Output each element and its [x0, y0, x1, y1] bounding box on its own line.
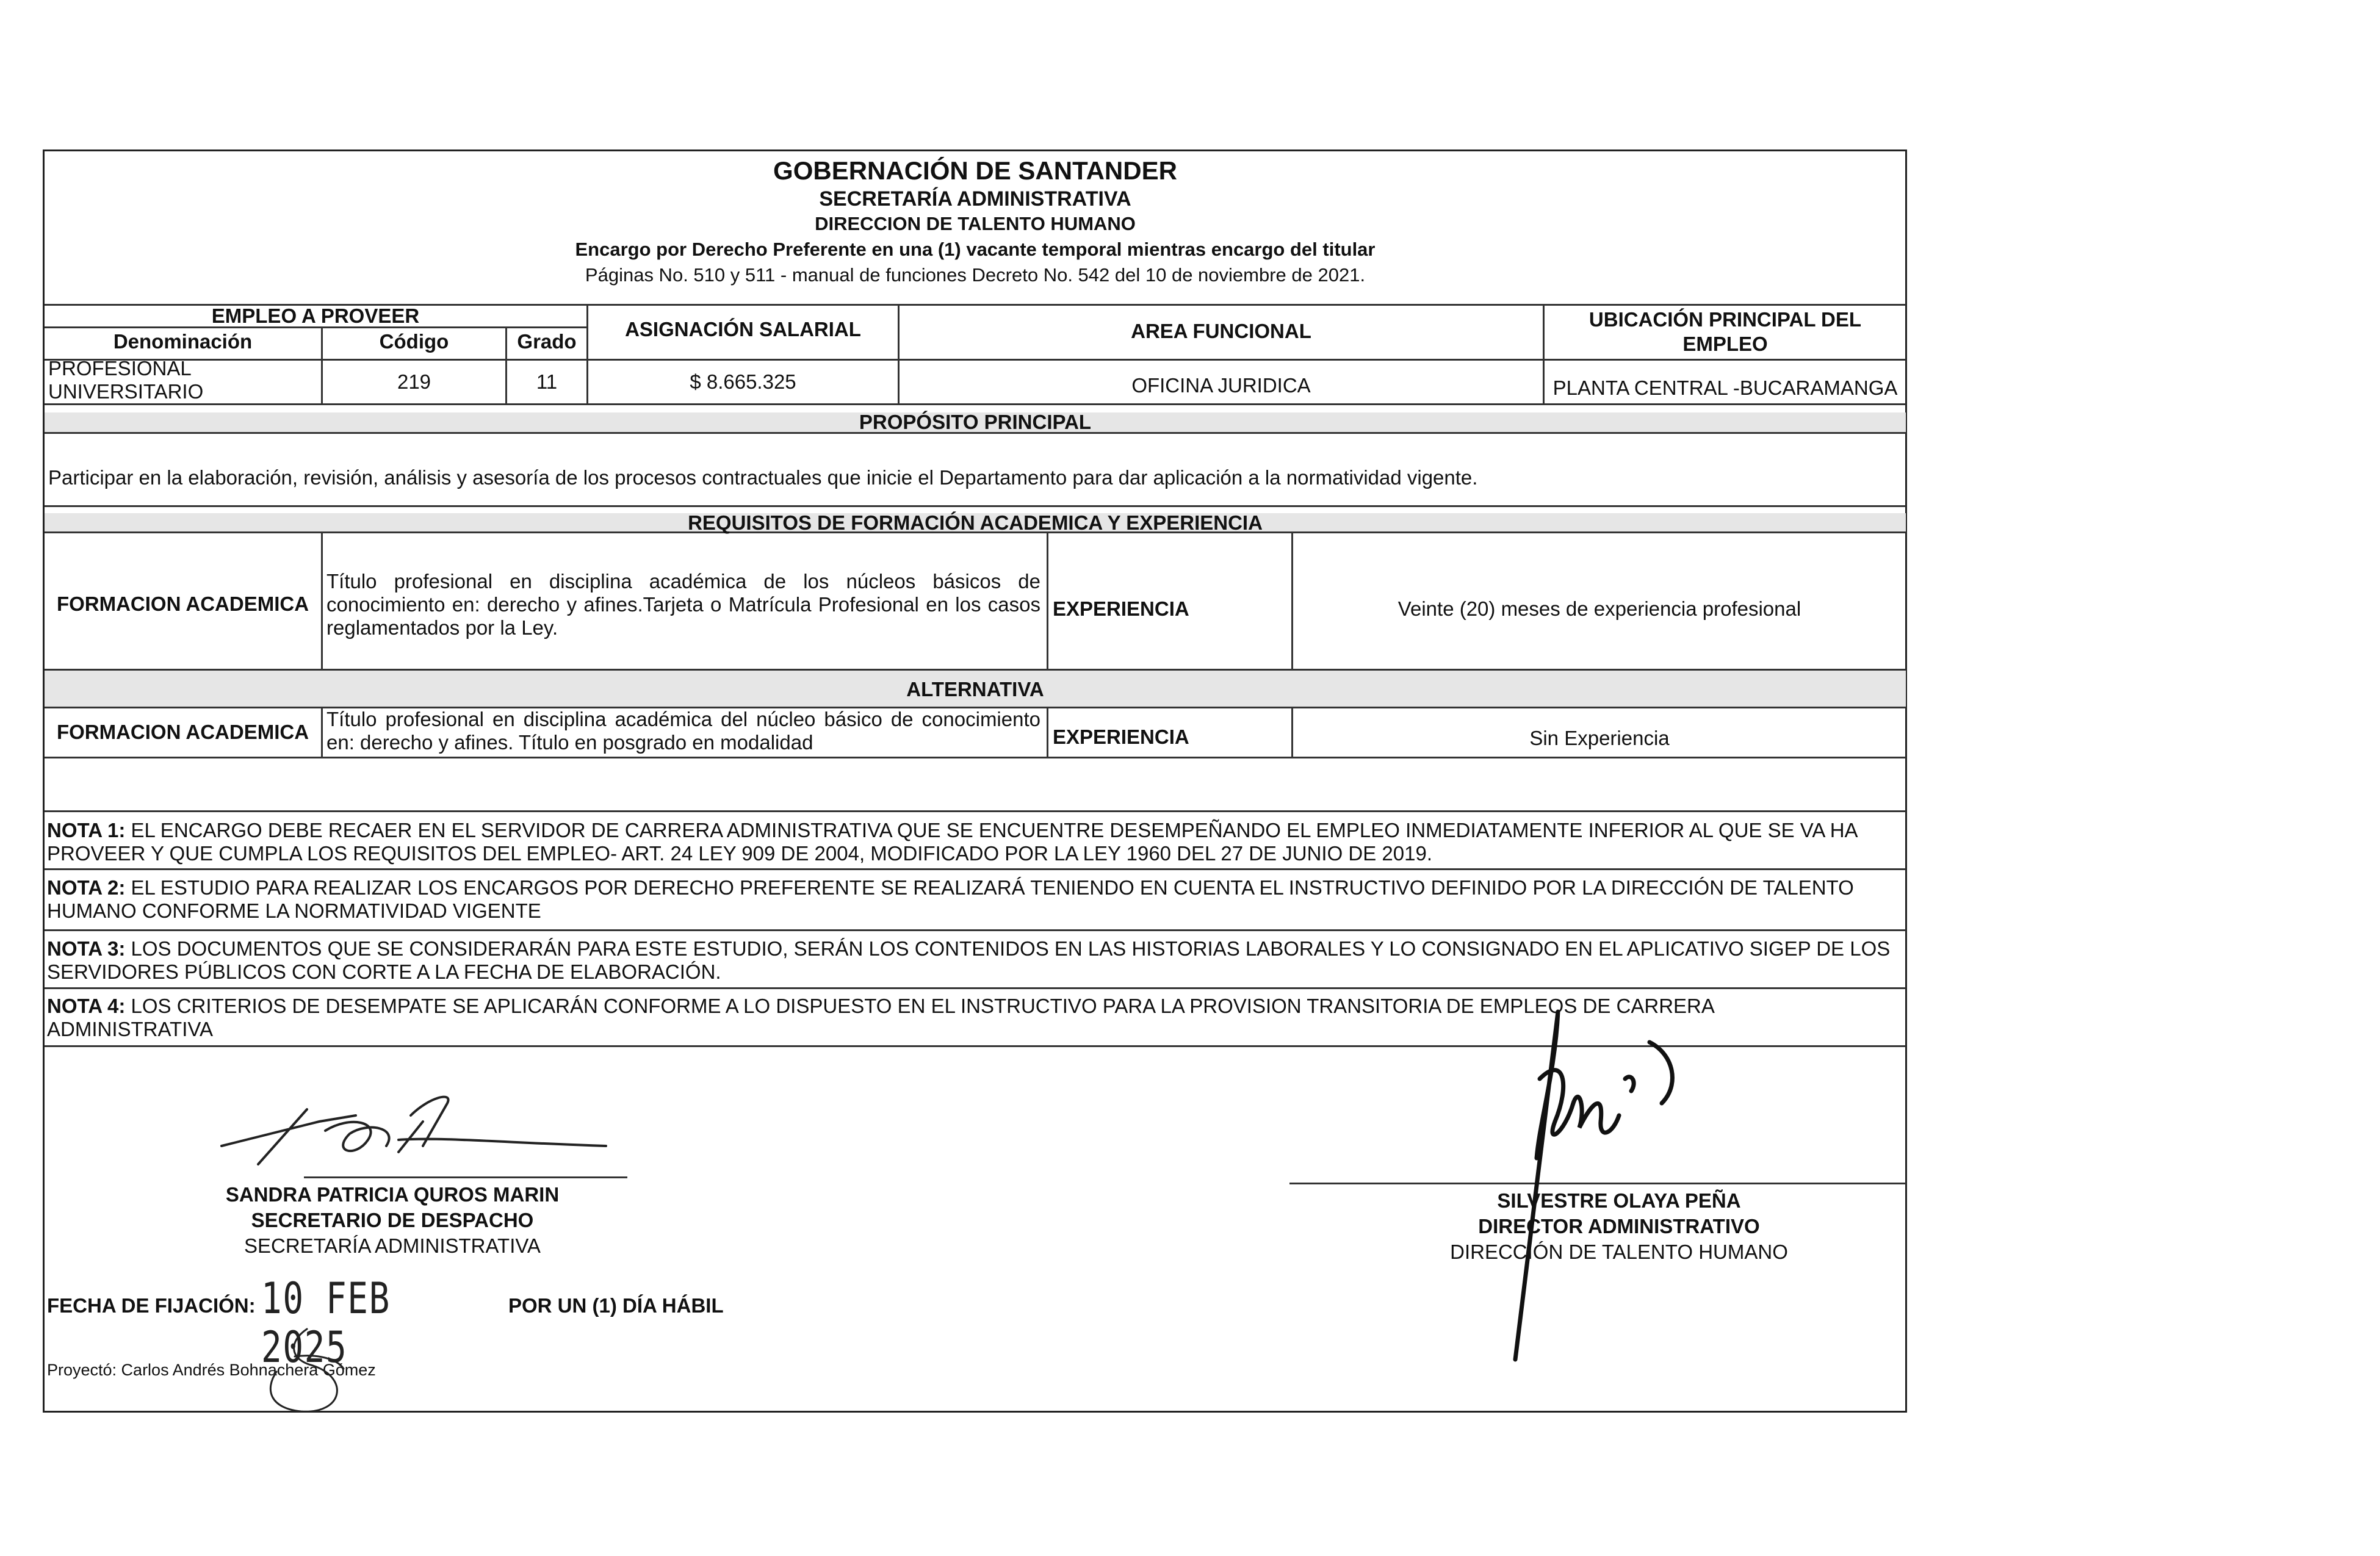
proyecto-credit: Proyectó: Carlos Andrés Bohnachera Gómez — [47, 1361, 376, 1379]
alternativa-formacion-label: FORMACION ACADEMICA — [56, 721, 309, 743]
right-signer-name: SILVESTRE OLAYA PEÑA — [1497, 1189, 1741, 1212]
nota-1 — [47, 819, 1902, 865]
nota-2-text: EL ESTUDIO PARA REALIZAR LOS ENCARGOS POR DERECHO PREFERENTE SE REALIZARÁ TENIENDO EN CUENTA EL INSTRUCTIVO DEFINIDO POR LA DIRECCIÓN DE TALENTO HUMANO CONFORME LA NORMATIVIDAD VIGENTE — [47, 876, 1854, 922]
col-area: AREA FUNCIONAL — [1131, 320, 1311, 342]
requisitos-experiencia-text: Veinte (20) meses de experiencia profesional — [1397, 597, 1801, 620]
col-denominacion: Denominación — [113, 330, 253, 353]
value-denominacion-l1: PROFESIONAL — [48, 357, 192, 380]
requisitos-title: REQUISITOS DE FORMACIÓN ACADEMICA Y EXPERIENCIA — [688, 511, 1263, 534]
value-denominacion-l2: UNIVERSITARIO — [48, 380, 204, 403]
alternativa-formacion-text: Título profesional en disciplina académica del núcleo básico de conocimiento en: derecho y afines. Título en posgrado en modalidad — [326, 708, 1040, 754]
value-grado: 11 — [536, 370, 558, 393]
nota-2-label: NOTA 2: — [47, 876, 126, 899]
fijacion-stamp-date: 10 FEB 2025 — [261, 1273, 391, 1372]
value-area: OFICINA JURIDICA — [1131, 374, 1311, 397]
header-secretaria: SECRETARÍA ADMINISTRATIVA — [819, 187, 1131, 211]
nota-4-label: NOTA 4: — [47, 995, 126, 1017]
fijacion-duration: POR UN (1) DÍA HÁBIL — [508, 1294, 724, 1317]
nota-1-label: NOTA 1: — [47, 819, 126, 841]
empleo-group-header: EMPLEO A PROVEER — [211, 304, 420, 327]
right-signer-office: DIRECCIÓN DE TALENTO HUMANO — [1450, 1241, 1788, 1263]
alternativa-experiencia-text: Sin Experiencia — [1529, 727, 1670, 749]
requisitos-formacion-label: FORMACION ACADEMICA — [56, 593, 309, 615]
header-encargo: Encargo por Derecho Preferente en una (1) vacante temporal mientras encargo del titular — [575, 239, 1376, 260]
initials-mark-icon — [228, 1323, 411, 1421]
nota-1-text: EL ENCARGO DEBE RECAER EN EL SERVIDOR DE CARRERA ADMINISTRATIVA QUE SE ENCUENTRE DESEMPEÑANDO EL EMPLEO INMEDIATAMENTE INFERIOR AL QUE SE VA HA PROVEER Y QUE CUMPLA LOS REQUISITOS DEL EMPLEO- ART. 24 LEY 909 DE 2004, MODIFICADO POR LA LEY 1960 DEL 27 DE JUNIO DE 2019. — [47, 819, 1857, 865]
left-signature-icon — [167, 1073, 667, 1183]
left-signer-office: SECRETARÍA ADMINISTRATIVA — [244, 1234, 541, 1257]
nota-4-text: LOS CRITERIOS DE DESEMPATE SE APLICARÁN CONFORME A LO DISPUESTO EN EL INSTRUCTIVO PARA LA PROVISION TRANSITORIA DE EMPLEOS DE CARRERA ADMINISTRATIVA — [47, 995, 1714, 1040]
nota-3-label: NOTA 3: — [47, 937, 126, 960]
header-direccion: DIRECCION DE TALENTO HUMANO — [815, 213, 1136, 234]
fijacion-label: FECHA DE FIJACIÓN: — [47, 1294, 256, 1317]
value-asignacion: $ 8.665.325 — [690, 370, 796, 393]
header-paginas: Páginas No. 510 y 511 - manual de funciones Decreto No. 542 del 10 de noviembre de 2021. — [585, 264, 1366, 286]
value-codigo: 219 — [397, 370, 431, 393]
nota-3-text: LOS DOCUMENTOS QUE SE CONSIDERARÁN PARA ESTE ESTUDIO, SERÁN LOS CONTENIDOS EN LAS HISTORIAS LABORALES Y LO CONSIGNADO EN EL APLICATIVO SIGEP DE LOS SERVIDORES PÚBLICOS CON CORTE A LA FECHA DE ELABORACIÓN. — [47, 937, 1891, 983]
col-grado: Grado — [517, 330, 577, 353]
value-ubicacion: PLANTA CENTRAL -BUCARAMANGA — [1552, 376, 1898, 399]
proposito-text: Participar en la elaboración, revisión, análisis y asesoría de los procesos contractuales que inicie el Departamento para dar aplicación a la normatividad vigente. — [48, 466, 1478, 489]
col-codigo: Código — [379, 330, 449, 353]
left-signer-name: SANDRA PATRICIA QUROS MARIN — [225, 1183, 560, 1206]
nota-3 — [47, 937, 1902, 984]
requisitos-experiencia-label: EXPERIENCIA — [1053, 597, 1189, 620]
proposito-title: PROPÓSITO PRINCIPAL — [859, 411, 1092, 433]
header-title: GOBERNACIÓN DE SANTANDER — [773, 156, 1177, 185]
document-frame — [43, 149, 1907, 1413]
right-signer-role: DIRECTOR ADMINISTRATIVO — [1478, 1215, 1760, 1237]
col-ubicacion: UBICACIÓN PRINCIPAL DEL EMPLEO — [1588, 308, 1862, 355]
alternativa-title: ALTERNATIVA — [906, 678, 1044, 701]
nota-2 — [47, 876, 1902, 923]
requisitos-formacion-text: Título profesional en disciplina académica de los núcleos básicos de conocimiento en: derecho y afines.Tarjeta o Matrícula Profesional en los casos reglamentados por la Ley. — [326, 570, 1040, 639]
left-signer-role: SECRETARIO DE DESPACHO — [251, 1209, 534, 1231]
col-asignacion: ASIGNACIÓN SALARIAL — [625, 318, 861, 340]
alternativa-experiencia-label: EXPERIENCIA — [1053, 726, 1189, 748]
